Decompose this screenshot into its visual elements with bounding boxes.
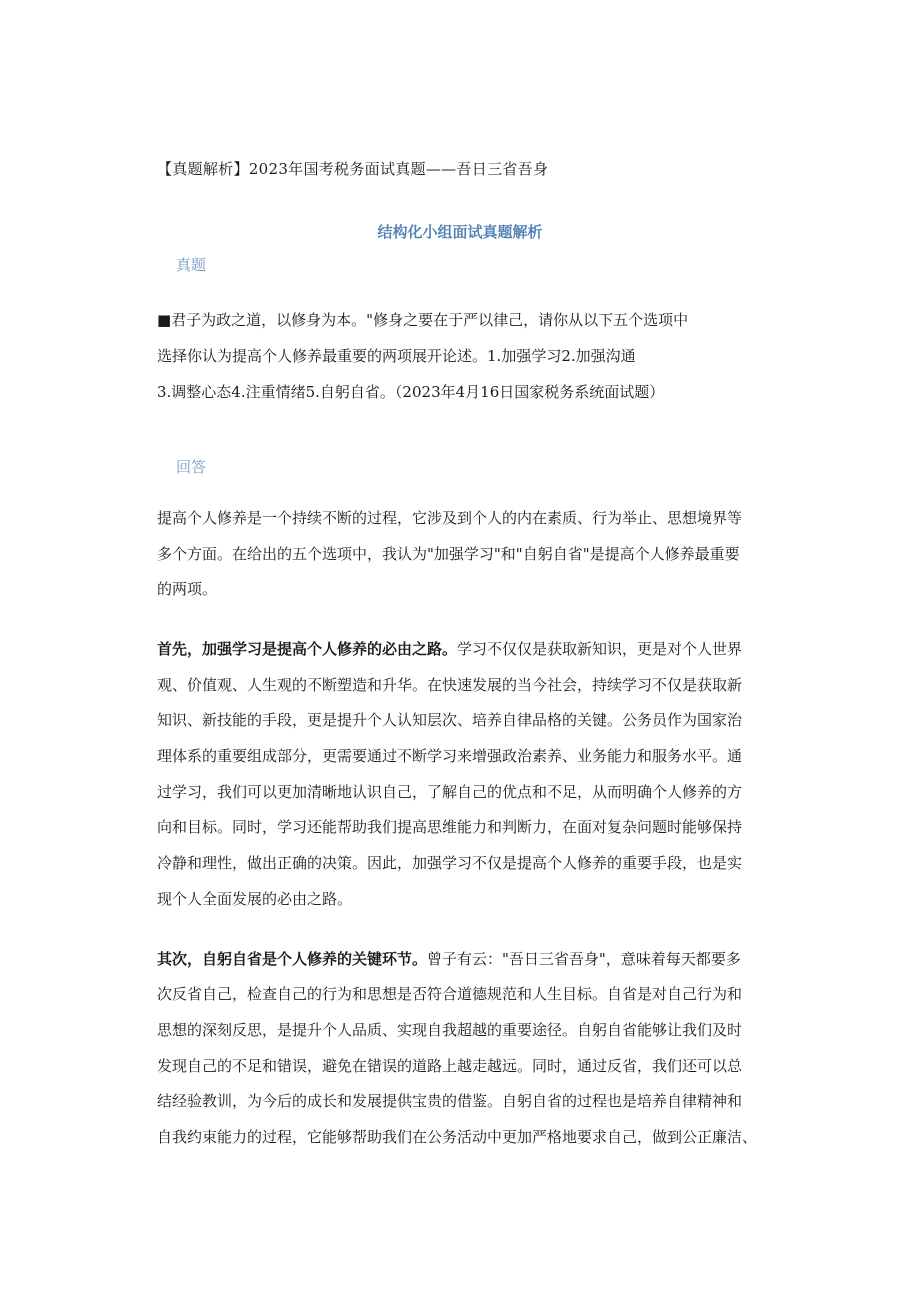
first-point-text: 学习不仅仅是获取新知识，更是对个人世界 (457, 640, 743, 658)
document-title: 【真题解析】2023年国考税务面试真题——吾日三省吾身 (157, 160, 549, 178)
paragraph-line: 次反省自己，检查自己的行为和思想是否符合道德规范和人生目标。自省是对自己行为和 (157, 985, 743, 1003)
paragraph-line: 向和目标。同时，学习还能帮助我们提高思维能力和判断力，在面对复杂问题时能够保持 (157, 818, 743, 836)
paragraph-line: 结经验教训，为今后的成长和发展提供宝贵的借鉴。自躬自省的过程也是培养自律精神和 (157, 1092, 743, 1110)
second-point-heading: 其次，自躬自省是个人修养的关键环节。 (157, 950, 428, 968)
paragraph-first-point-line (157, 638, 742, 659)
first-point-heading: 首先，加强学习是提高个人修养的必由之路。 (157, 640, 458, 658)
paragraph-line: 发现自己的不足和错误，避免在错误的道路上越走越远。同时，通过反省，我们还可以总 (157, 1057, 743, 1075)
paragraph-line: 观、价值观、人生观的不断塑造和升华。在快速发展的当今社会，持续学习不仅是获取新 (157, 676, 743, 694)
paragraph-line: 自我约束能力的过程，它能够帮助我们在公务活动中更加严格地要求自己，做到公正廉洁、 (157, 1128, 758, 1146)
question-line: 3.调整心态4.注重情绪5.自躬自省。（2023年4月16日国家税务系统面试题） (157, 383, 665, 401)
document-subtitle: 结构化小组面试真题解析 (377, 223, 543, 241)
paragraph-line: 过学习，我们可以更加清晰地认识自己，了解自己的优点和不足，从而明确个人修养的方 (157, 783, 743, 801)
second-point-text: 曾子有云："吾日三省吾身"，意味着每天都要多 (427, 950, 741, 968)
question-line: ■君子为政之道，以修身为本。"修身之要在于严以律己，请你从以下五个选项中 (157, 311, 689, 329)
question-section-label: 真题 (176, 256, 207, 274)
paragraph-line: 冷静和理性，做出正确的决策。因此，加强学习不仅是提高个人修养的重要手段，也是实 (157, 854, 743, 872)
paragraph-line: 理体系的重要组成部分，更需要通过不断学习来增强政治素养、业务能力和服务水平。通 (157, 747, 743, 765)
answer-intro-line: 的两项。 (157, 580, 218, 598)
answer-intro-line: 多个方面。在给出的五个选项中，我认为"加强学习"和"自躬自省"是提高个人修养最重要 (157, 545, 740, 563)
paragraph-line: 思想的深刻反思，是提升个人品质、实现自我超越的重要途径。自躬自省能够让我们及时 (157, 1021, 743, 1039)
question-line: 选择你认为提高个人修养最重要的两项展开论述。1.加强学习2.加强沟通 (157, 347, 636, 365)
paragraph-line: 知识、新技能的手段，更是提升个人认知层次、培养自律品格的关键。公务员作为国家治 (157, 711, 743, 729)
answer-section-label: 回答 (176, 458, 207, 476)
answer-intro-line: 提高个人修养是一个持续不断的过程，它涉及到个人的内在素质、行为举止、思想境界等 (157, 509, 743, 527)
paragraph-line: 现个人全面发展的必由之路。 (157, 890, 353, 908)
paragraph-second-point-line (157, 948, 741, 969)
